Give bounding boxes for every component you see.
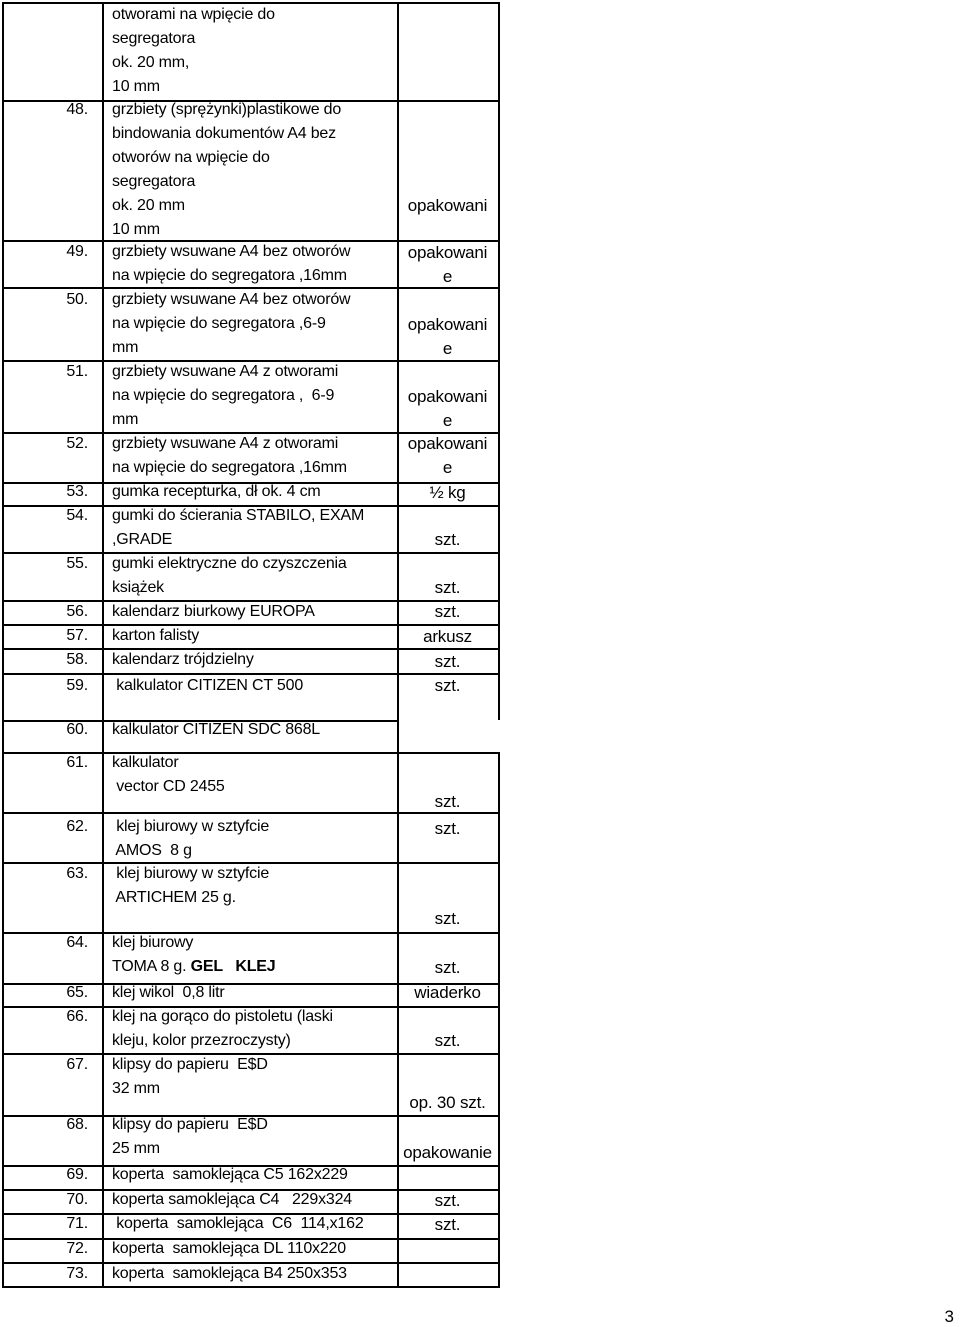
- item-description-line: gumki do ścierania STABILO, EXAM: [112, 507, 365, 524]
- item-description-line: 10 mm: [112, 221, 160, 238]
- item-unit: e: [442, 411, 453, 430]
- item-unit: szt.: [434, 792, 461, 811]
- item-description-line: koperta samoklejąca C4 229x324: [112, 1191, 352, 1208]
- item-description-line: klej biurowy: [112, 934, 194, 951]
- item-description-line: na wpięcie do segregatora ,6-9: [112, 315, 326, 332]
- item-description-line: otworów na wpięcie do: [112, 149, 270, 166]
- item-unit: szt.: [434, 819, 461, 838]
- item-unit: ½ kg: [429, 483, 466, 502]
- item-number: 51.: [66, 363, 88, 380]
- item-description-line: klipsy do papieru E$D: [112, 1116, 268, 1133]
- item-description-line: klej wikol 0,8 litr: [112, 984, 225, 1001]
- item-description-line: grzbiety wsuwane A4 z otworami: [112, 435, 339, 452]
- item-description-line: ARTICHEM 25 g.: [112, 889, 236, 906]
- item-unit: e: [442, 267, 453, 286]
- item-description-line: na wpięcie do segregatora , 6-9: [112, 387, 335, 404]
- item-unit: opakowani: [407, 243, 488, 262]
- item-description-line: klipsy do papieru E$D: [112, 1056, 268, 1073]
- item-number: 69.: [66, 1166, 88, 1183]
- item-description-line: segregatora: [112, 173, 196, 190]
- item-unit: szt.: [434, 676, 461, 695]
- item-description-line: koperta samoklejąca C6 114,x162: [112, 1215, 364, 1232]
- item-number: 57.: [66, 627, 88, 644]
- item-unit: szt.: [434, 1031, 461, 1050]
- item-number: 53.: [66, 483, 88, 500]
- item-description-line: kalendarz trójdzielny: [112, 651, 254, 668]
- item-description-line: kalkulator CITIZEN CT 500: [112, 677, 304, 694]
- item-description-line: kalkulator: [112, 754, 179, 771]
- item-description-line: klej na gorąco do pistoletu (laski: [112, 1008, 333, 1025]
- table-border-vertical: [2, 2, 4, 1286]
- item-description-line: gumka recepturka, dł ok. 4 cm: [112, 483, 321, 500]
- item-number: 56.: [66, 603, 88, 620]
- item-description-line: vector CD 2455: [112, 778, 225, 795]
- item-number: 71.: [66, 1215, 88, 1232]
- item-unit: opakowanie: [403, 1143, 492, 1162]
- item-description-line: ok. 20 mm,: [112, 54, 190, 71]
- item-number: 54.: [66, 507, 88, 524]
- item-description-line: 25 mm: [112, 1140, 160, 1157]
- item-number: 73.: [66, 1265, 88, 1282]
- item-unit: e: [442, 458, 453, 477]
- item-description-line: koperta samoklejąca C5 162x229: [112, 1166, 348, 1183]
- item-number: 67.: [66, 1056, 88, 1073]
- item-number: 61.: [66, 754, 88, 771]
- item-unit: opakowani: [407, 434, 488, 453]
- item-number: 62.: [66, 818, 88, 835]
- item-description-line: bindowania dokumentów A4 bez: [112, 125, 336, 142]
- item-description-line: segregatora: [112, 30, 196, 47]
- item-description-line: grzbiety wsuwane A4 bez otworów: [112, 243, 351, 260]
- item-description-line: kalendarz biurkowy EUROPA: [112, 603, 315, 620]
- item-unit: wiaderko: [414, 983, 481, 1002]
- item-description-line: grzbiety wsuwane A4 bez otworów: [112, 291, 351, 308]
- item-description-line: na wpięcie do segregatora ,16mm: [112, 459, 347, 476]
- table-border-horizontal: [2, 1286, 500, 1288]
- item-number: 55.: [66, 555, 88, 572]
- item-description-line: otworami na wpięcie do: [112, 6, 275, 23]
- item-unit: szt.: [434, 1215, 461, 1234]
- item-unit: szt.: [434, 652, 461, 671]
- item-unit: e: [442, 339, 453, 358]
- item-number: 52.: [66, 435, 88, 452]
- item-unit: opakowani: [407, 387, 488, 406]
- item-description-line: AMOS 8 g: [112, 842, 192, 859]
- table-border-vertical: [498, 752, 500, 1286]
- item-unit: op. 30 szt.: [409, 1093, 486, 1112]
- item-description-line: ok. 20 mm: [112, 197, 185, 214]
- item-number: 58.: [66, 651, 88, 668]
- item-unit: arkusz: [423, 627, 472, 646]
- item-number: 68.: [66, 1116, 88, 1133]
- item-unit: opakowani: [407, 315, 488, 334]
- item-description-line: kleju, kolor przezroczysty): [112, 1032, 291, 1049]
- item-number: 63.: [66, 865, 88, 882]
- item-description-line: mm: [112, 411, 139, 428]
- item-description-line: gumki elektryczne do czyszczenia: [112, 555, 347, 572]
- item-description-line: koperta samoklejąca DL 110x220: [112, 1240, 346, 1257]
- item-description-line: klej biurowy w sztyfcie: [112, 818, 270, 835]
- item-number: 49.: [66, 243, 88, 260]
- page-number: 3: [944, 1307, 954, 1326]
- item-unit: szt.: [434, 958, 461, 977]
- item-number: 60.: [66, 721, 88, 738]
- item-description-line: 10 mm: [112, 78, 160, 95]
- item-number: 59.: [66, 677, 88, 694]
- item-number: 66.: [66, 1008, 88, 1025]
- item-description-line: kalkulator CITIZEN SDC 868L: [112, 721, 321, 738]
- item-number: 50.: [66, 291, 88, 308]
- item-description-line: klej biurowy w sztyfcie: [112, 865, 270, 882]
- item-number: 70.: [66, 1191, 88, 1208]
- item-description-line: książek: [112, 579, 164, 596]
- item-number: 48.: [66, 101, 88, 118]
- item-description-line: grzbiety (sprężynki)plastikowe do: [112, 101, 342, 118]
- item-description-line: karton falisty: [112, 627, 200, 644]
- item-unit: szt.: [434, 909, 461, 928]
- item-description-line: na wpięcie do segregatora ,16mm: [112, 267, 347, 284]
- item-unit: szt.: [434, 578, 461, 597]
- item-number: 65.: [66, 984, 88, 1001]
- item-number: 64.: [66, 934, 88, 951]
- item-description-line: 32 mm: [112, 1080, 160, 1097]
- item-description-bold: GEL KLEJ: [186, 958, 276, 975]
- item-description-line: koperta samoklejąca B4 250x353: [112, 1265, 347, 1282]
- item-description-line: ,GRADE: [112, 531, 173, 548]
- item-unit: szt.: [434, 1191, 461, 1210]
- item-description-line: grzbiety wsuwane A4 z otworami: [112, 363, 339, 380]
- item-description-line: TOMA 8 g. GEL KLEJ: [112, 958, 276, 975]
- table-border-vertical: [102, 2, 104, 1286]
- item-description-line: mm: [112, 339, 139, 356]
- item-unit: szt.: [434, 530, 461, 549]
- item-number: 72.: [66, 1240, 88, 1257]
- item-unit: opakowani: [407, 196, 488, 215]
- item-unit: szt.: [434, 602, 461, 621]
